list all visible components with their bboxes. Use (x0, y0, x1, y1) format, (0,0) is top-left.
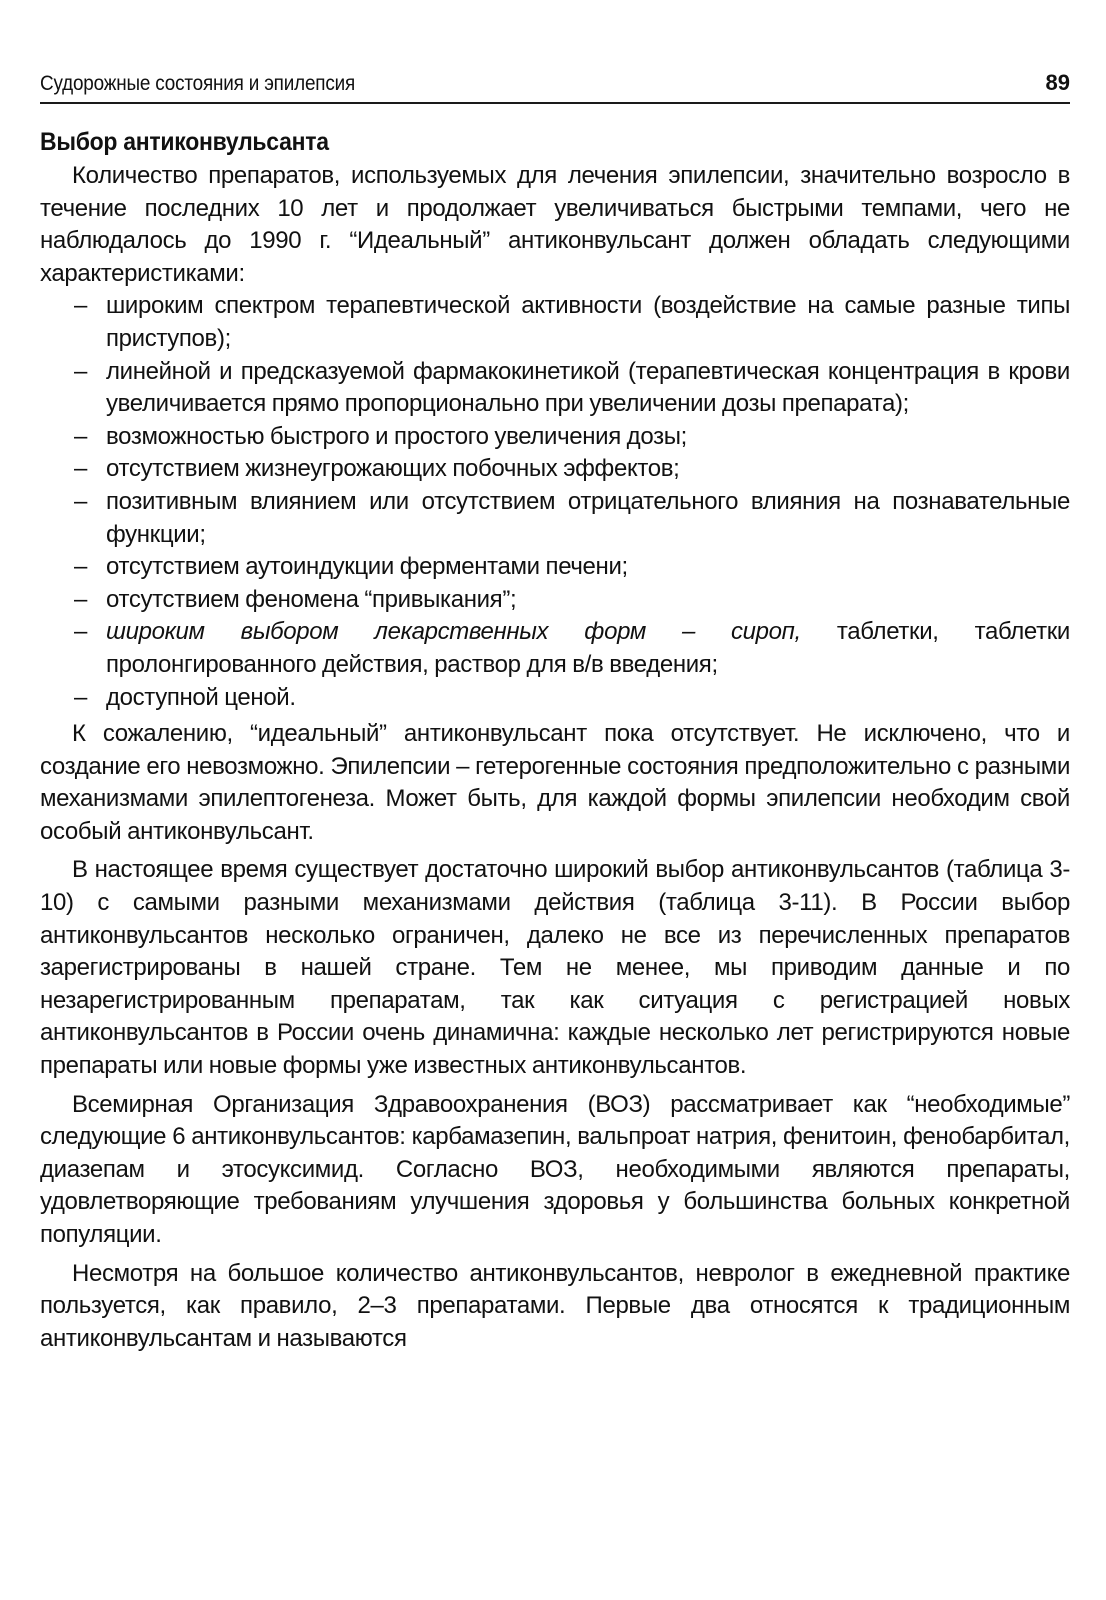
paragraph: К сожалению, “идеальный” антиконвульсант пока отсутствует. Не исключено, что и создание его невозможно. Эпилепсии – гетерогенные состояния предположительно с разными механизмами эпилептогенеза. Может быть, для каждой формы эпилепсии необходим свой особый антиконвульсант. (40, 720, 1070, 845)
list-item-text: отсутствием феномена “привыкания”; (106, 585, 517, 613)
book-page (40, 70, 1070, 1355)
list-item-text: отсутствием аутоиндукции ферментами печени; (106, 553, 628, 581)
list-item (40, 290, 1070, 355)
list-item (40, 486, 1070, 551)
list-item (40, 682, 1070, 715)
list-item (40, 551, 1070, 584)
list-item-text: широким спектром терапевтической активности (воздействие на самые разные типы приступов); (106, 292, 1070, 352)
list-item-text: отсутствием жизнеугрожающих побочных эффектов; (106, 455, 680, 483)
list-item (40, 453, 1070, 486)
paragraph: В настоящее время существует достаточно широкий выбор антиконвульсантов (таблица 3-10) с самыми разными механизмами действия (таблица 3-11). В России выбор антиконвульсантов несколько ограничен, далеко не все из перечисленных препаратов зарегистрированы в нашей стране. Тем не менее, мы приводим данные и по незарегистрированным препаратам, так как ситуация с регистрацией новых антиконвульсантов в России очень динамична: каждые несколько лет регистрируются новые препараты или новые формы уже известных антиконвульсантов. (40, 856, 1070, 1080)
list-item-italic-lead: широким выбором лекарственных форм – сироп, (106, 618, 801, 646)
section-heading: Выбор антиконвульсанта (40, 128, 329, 156)
characteristics-list (40, 290, 1070, 714)
list-item (40, 356, 1070, 421)
running-header (40, 70, 1070, 104)
paragraph: Всемирная Организация Здравоохранения (ВОЗ) рассматривает как “необходимые” следующие 6 антиконвульсантов: карбамазепин, вальпроат натрия, фенитоин, фенобарбитал, диазепам и этосуксимид. Согласно ВОЗ, необходимыми являются препараты, удовлетворяющие требованиям улучшения здоровья у большинства больных конкретной популяции. (40, 1090, 1070, 1248)
list-item (40, 421, 1070, 454)
list-item (40, 616, 1070, 681)
list-item-text: позитивным влиянием или отсутствием отрицательного влияния на познавательные функции; (106, 487, 1070, 548)
running-title: Судорожные состояния и эпилепсия (40, 72, 356, 95)
paragraph: Несмотря на большое количество антиконвульсантов, невролог в ежедневной практике пользуется, как правило, 2–3 препаратами. Первые два относятся к традиционным антиконвульсантам и называются (40, 1259, 1070, 1352)
intro-paragraph: Количество препаратов, используемых для лечения эпилепсии, значительно возросло в течение последних 10 лет и продолжает увеличиваться быстрыми темпами, чего не наблюдалось до 1990 г. “Идеальный” антиконвульсант должен обладать следующими характеристиками: (40, 162, 1070, 287)
list-item (40, 584, 1070, 617)
page-number: 89 (1045, 70, 1070, 95)
body-text (40, 160, 1070, 1355)
list-item-text: таблетки, таблетки пролонгированного действия, раствор для в/в введения; (106, 618, 1070, 678)
list-item-text: линейной и предсказуемой фармакокинетикой (терапевтическая концентрация в крови увеличивается прямо пропорционально при увеличении дозы препарата); (106, 357, 1070, 418)
list-item-text: возможностью быстрого и простого увеличения дозы; (106, 422, 687, 450)
list-item-text: доступной ценой. (106, 683, 296, 711)
